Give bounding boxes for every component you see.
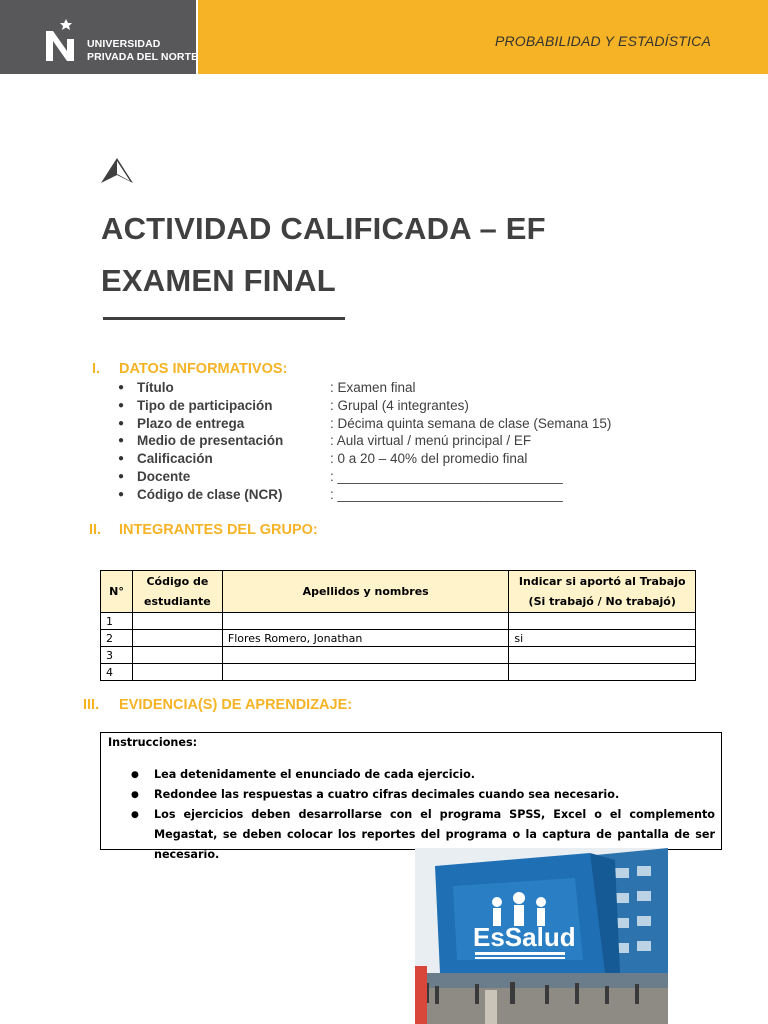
info-value: : Examen final	[330, 380, 416, 395]
info-item	[118, 397, 678, 415]
course-title: PROBABILIDAD Y ESTADÍSTICA	[494, 33, 711, 49]
info-key: Calificación	[137, 451, 213, 467]
section-label: DATOS INFORMATIVOS:	[119, 361, 288, 377]
instructions-box	[100, 732, 722, 861]
info-item	[118, 379, 678, 397]
info-key: Medio de presentación	[137, 433, 284, 449]
university-name	[87, 38, 198, 64]
university-name-line1: UNIVERSIDAD	[87, 38, 161, 50]
title-divider	[103, 317, 345, 320]
info-key: Código de clase (NCR)	[137, 486, 283, 502]
bullet-icon: ●	[118, 399, 125, 411]
cell-contribution[interactable]	[509, 613, 696, 630]
bullet-icon: ●	[118, 435, 125, 447]
bullet-icon: ●	[118, 417, 125, 429]
header-contribution-line1: Indicar si aportó al Trabajo	[518, 574, 686, 588]
header-number: N°	[101, 571, 133, 613]
header-contribution-line2: (Si trabajó / No trabajó)	[528, 594, 676, 608]
header-student-code-line1: Código de	[146, 574, 209, 588]
info-key: Plazo de entrega	[137, 415, 245, 431]
info-item	[118, 415, 678, 433]
header-student-code-line2: estudiante	[144, 594, 211, 608]
info-value: : Décima quinta semana de clase (Semana 15)	[330, 415, 612, 431]
list-item: ● Los ejercicios deben desarrollarse con el programa SPSS, Excel o el complemento Megastat, se deben colocar los reportes del programa o la captura de pantalla de ser necesario.	[131, 805, 715, 865]
cell-student-code[interactable]	[132, 647, 222, 664]
info-value: : ______________________________	[330, 468, 563, 484]
cell-student-code[interactable]	[132, 664, 222, 681]
members-table	[100, 570, 696, 681]
cell-full-name[interactable]	[222, 647, 509, 664]
info-value: : 0 a 20 – 40% del promedio final	[330, 451, 528, 467]
cell-contribution[interactable]	[509, 664, 696, 681]
cell-contribution[interactable]: si	[509, 630, 696, 647]
header-contribution	[509, 571, 696, 613]
page-subtitle: EXAMEN FINAL	[101, 263, 336, 298]
page-title: ACTIVIDAD CALIFICADA – EF	[101, 211, 546, 246]
info-item	[118, 468, 678, 486]
navigation-arrow-icon	[100, 157, 134, 185]
header-course-panel	[198, 0, 768, 74]
bullet-icon: ●	[118, 453, 125, 465]
info-list	[118, 379, 678, 504]
list-item: ● Lea detenidamente el enunciado de cada ejercicio.	[131, 765, 715, 785]
header-full-name: Apellidos y nombres	[222, 571, 509, 613]
list-item: ● Redondee las respuestas a cuatro cifras decimales cuando sea necesario.	[131, 785, 715, 805]
cell-number: 4	[101, 664, 133, 681]
bullet-icon: ●	[118, 382, 125, 393]
bullet-icon: ●	[118, 470, 125, 482]
cell-number: 2	[101, 630, 133, 647]
cell-full-name[interactable]	[222, 613, 509, 630]
cell-full-name[interactable]	[222, 664, 509, 681]
table-header-row	[101, 571, 696, 613]
table-row	[101, 647, 696, 664]
info-value: : Aula virtual / menú principal / EF	[330, 433, 532, 449]
info-item	[118, 432, 678, 450]
instructions-title: Instrucciones:	[108, 736, 198, 749]
info-item	[118, 486, 678, 504]
bullet-icon: ●	[118, 488, 125, 500]
cell-contribution[interactable]	[509, 647, 696, 664]
cell-student-code[interactable]	[132, 630, 222, 647]
table-row	[101, 630, 696, 647]
info-item	[118, 450, 678, 468]
upn-logo-icon	[44, 17, 78, 63]
sign-text: EsSalud	[473, 922, 576, 952]
info-key: Docente	[137, 468, 191, 484]
section-label: INTEGRANTES DEL GRUPO:	[119, 522, 318, 538]
table-row	[101, 664, 696, 681]
info-key: Título	[137, 380, 174, 395]
essalud-building-photo	[415, 848, 668, 1024]
cell-full-name[interactable]: Flores Romero, Jonathan	[222, 630, 509, 647]
section-label: EVIDENCIA(S) DE APRENDIZAJE:	[119, 697, 353, 713]
cell-student-code[interactable]	[132, 613, 222, 630]
university-name-line2: PRIVADA DEL NORTE	[87, 51, 199, 63]
table-row	[101, 613, 696, 630]
info-value: : Grupal (4 integrantes)	[330, 397, 469, 413]
header-logo-panel	[0, 0, 199, 74]
cell-number: 1	[101, 613, 133, 630]
info-value: : ______________________________	[330, 486, 563, 502]
cell-number: 3	[101, 647, 133, 664]
building-illustration	[415, 848, 668, 1024]
header-student-code	[132, 571, 222, 613]
info-key: Tipo de participación	[137, 397, 273, 413]
